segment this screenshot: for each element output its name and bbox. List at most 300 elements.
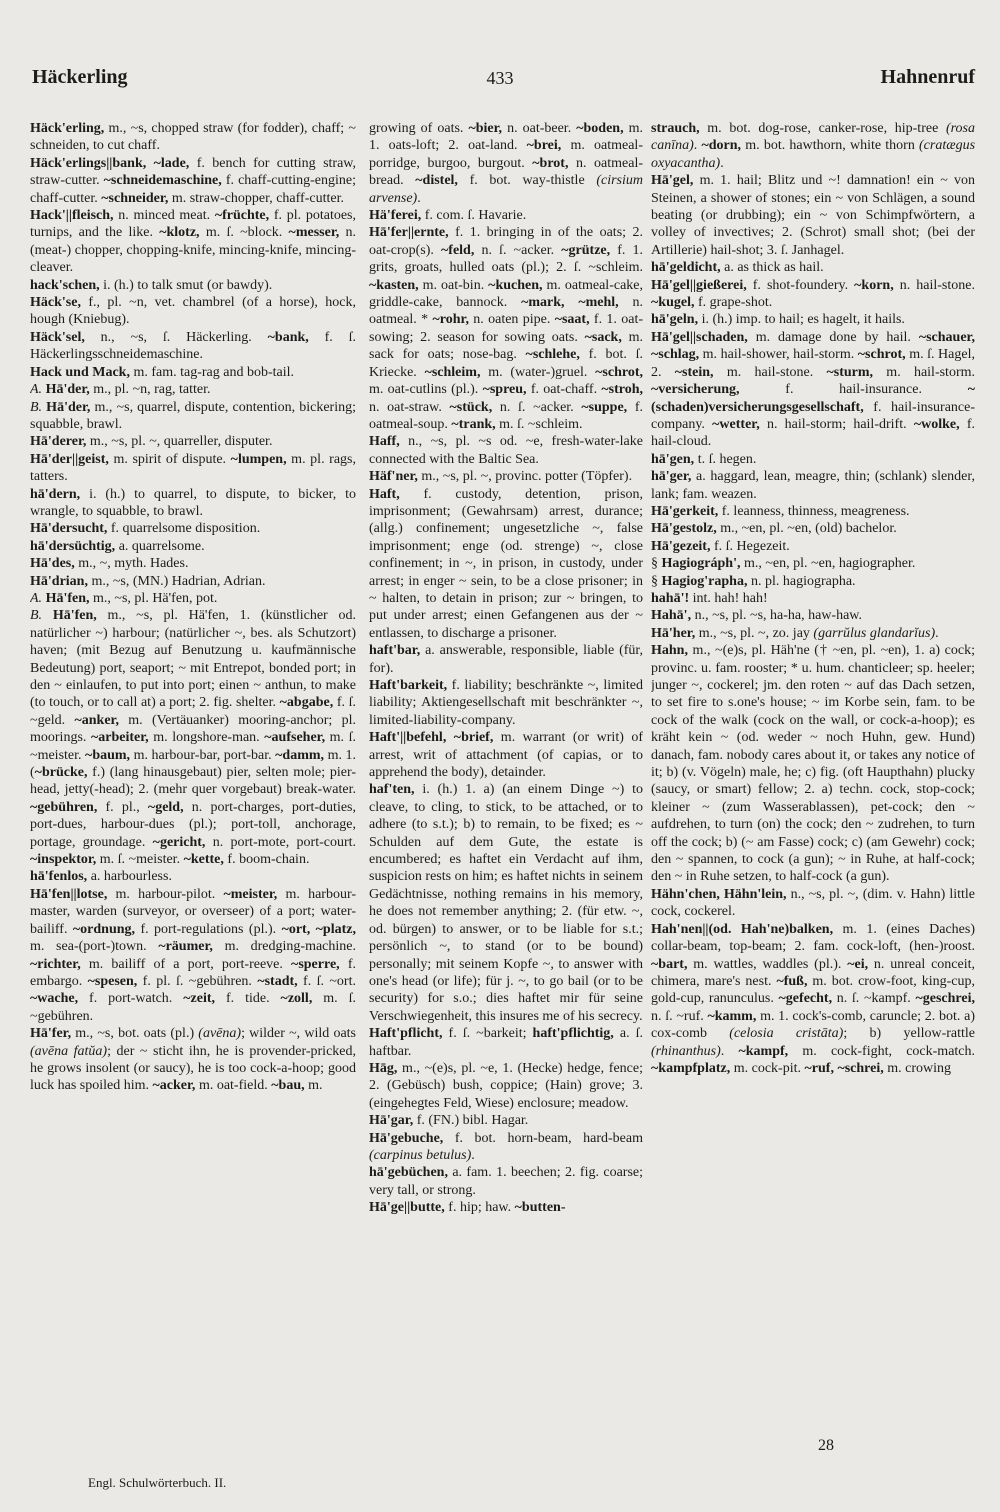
book-imprint: Engl. Schulwörterbuch. II. — [88, 1475, 227, 1490]
headword: ~wolke, — [913, 416, 960, 432]
entry-text: § — [651, 573, 662, 589]
headword: ~spesen, — [87, 973, 138, 989]
headword: hā'gebüchen, — [369, 1165, 448, 1181]
dictionary-entry — [30, 1025, 356, 1095]
entry-text: growing of oats. — [369, 121, 469, 136]
headword: ~gebühren, — [30, 799, 98, 815]
entry-text: m. 1. (eines Daches) collar-beam, top-beam; 2. fam. cock-loft, (hen-)roost. — [651, 921, 975, 955]
entry-text: n. minced meat. — [113, 208, 215, 224]
entry-text: f. bot. way-thistle — [457, 173, 597, 189]
entry-text: f. hail-cloud. — [651, 416, 975, 450]
entry-text: m. harbour-pilot. — [107, 886, 224, 902]
headword: Hack und Mack, — [30, 364, 130, 380]
headword: ~trank, — [451, 416, 496, 432]
entry-text: m. ſ. ~meister. — [96, 852, 184, 868]
entry-text: ; b) yellow-rattle — [843, 1026, 975, 1042]
entry-text: ; der ~ sticht ihn, he is provender-pricked, he grows insolent (or saucy), he is too cock-a-hoop; good luck has spoiled him. — [30, 1043, 356, 1094]
headword: Hähn'chen, Hähn'lein, — [651, 886, 787, 902]
dictionary-entry — [369, 207, 643, 224]
headword: ~dorn, — [701, 138, 742, 154]
headword: ~bau, — [271, 1078, 305, 1094]
dictionary-entry — [651, 538, 975, 555]
dictionary-entry — [369, 1025, 643, 1060]
dictionary-entry — [651, 555, 975, 572]
dictionary-entry — [369, 781, 643, 1025]
headword: Hā'fen, — [42, 590, 90, 606]
dictionary-entry — [30, 486, 356, 521]
entry-text: m., ~s, bot. oats (pl.) — [71, 1026, 199, 1042]
headword: ~ruf, ~schrei, — [804, 1060, 884, 1076]
dictionary-entry — [651, 172, 975, 259]
headword: ~kampf, — [738, 1043, 789, 1059]
italic-text: A. — [30, 590, 43, 606]
headword: Hā'fen||lotse, — [30, 886, 108, 902]
headword: Häck'se, — [30, 295, 81, 311]
entry-text: m. ſ. ~schleim. — [495, 416, 583, 432]
dictionary-entry — [30, 207, 356, 277]
headword: ~messer, — [288, 225, 340, 241]
entry-text: f.) (lang hinausgebaut) pier, selten mole; pier-head, jetty(-head); 2. (mehr quer vorgebaut) break-water. — [30, 765, 356, 798]
headword: ~korn, — [854, 277, 894, 293]
headword: ~schneider, — [101, 190, 169, 206]
dictionary-entry — [30, 364, 356, 381]
dictionary-entry — [651, 451, 975, 468]
entry-text: m., ~, myth. Hades. — [74, 556, 189, 572]
italic-text: (carpinus betulus) — [369, 1147, 472, 1163]
entry-text: m. oatmeal-cake, griddle-cake, bannock. — [369, 277, 643, 311]
entry-text: n. unreal conceit, chimera, mare's nest. — [651, 956, 975, 989]
entry-text: i. (h.) to talk smut (or bawdy). — [99, 277, 273, 293]
italic-text: (celosia cristāta) — [729, 1026, 844, 1042]
entry-text: f. ſ. ~barkeit; — [442, 1026, 533, 1042]
printer-signature-mark: 28 — [818, 1437, 834, 1454]
headword: ~fuß, — [776, 973, 808, 989]
dictionary-entry — [651, 625, 975, 642]
headword: Haft'barkeit, — [369, 678, 448, 693]
entry-text: m. ſ. ~meister. — [30, 730, 356, 763]
entry-text: m. oat-field. — [195, 1078, 272, 1094]
headword: ~geld, — [147, 799, 184, 815]
entry-text: a. harbourless. — [87, 869, 172, 885]
entry-text: n. oaten pipe. — [468, 312, 555, 328]
entry-text: m., ~s, pl. Hä'fen, 1. (künstlicher od. natürlicher ~) harbour; (natürlicher ~, bes. als Schutzort) haven; (mit Bezug auf Benutzung u. kaufmännische Bedeutung) port, seaport; ~ mit Entrepot, bonded port; in den ~ einlaufen, to put into port; einen ~ anthun, to make (to touch, or to call at) a port; 2. fig. shelter. — [30, 608, 356, 711]
dictionary-entry — [30, 294, 356, 329]
entry-text: f. 1. grits, groats, hulled oats (pl.); 2. ſ. ~schleim. — [369, 242, 643, 276]
dictionary-entry — [369, 729, 643, 781]
entry-text: f. embargo. — [30, 956, 356, 989]
dictionary-entry — [369, 224, 643, 433]
headword: ~ort, ~platz, — [281, 921, 356, 937]
headword: ~geschrei, — [915, 991, 975, 1007]
entry-text: m. bot. dog-rose, canker-rose, hip-tree — [699, 121, 946, 136]
headword: ~gericht, — [152, 834, 206, 850]
headword: ~sturm, — [826, 364, 874, 380]
dictionary-entry — [30, 155, 356, 207]
entry-text: f. bench for cutting straw, straw-cutter. — [30, 155, 356, 189]
dictionary-entry — [651, 277, 975, 312]
dictionary-entry — [369, 468, 643, 485]
entry-text: f. oatmeal-soup. — [369, 399, 643, 432]
italic-text: (cirsium arvense) — [369, 173, 643, 206]
headword: ~abgabe, — [279, 695, 334, 711]
entry-text: m. oat-bin. — [418, 277, 489, 293]
entry-text: m., ~en, pl. ~en, hagiographer. — [740, 556, 916, 572]
entry-text: f. ſ. ~geld. — [30, 695, 356, 728]
headword: ~meister, — [223, 886, 278, 902]
dictionary-entry — [651, 259, 975, 276]
entry-text: . — [471, 1147, 475, 1163]
entry-text: f. liability; beschränkte ~, limited liability; Aktiengesellschaft mit beschränkter ~, limited-liability-company. — [369, 678, 643, 728]
page-number: 433 — [486, 68, 514, 88]
dictionary-entry — [30, 120, 356, 155]
dictionary-entry — [30, 886, 356, 1025]
entry-text: f. pl., — [97, 799, 148, 815]
entry-text: f. hail-insurance. — [739, 382, 968, 398]
entry-text: m. spirit of dispute. — [108, 451, 231, 467]
headword: hack'schen, — [30, 277, 100, 293]
italic-text: (rhinanthus) — [651, 1043, 721, 1059]
italic-text: (garrŭlus glandarĭus) — [813, 625, 936, 641]
headword: ~boden, — [576, 121, 624, 136]
headword: ~räumer, — [158, 939, 213, 955]
entry-text: a. as thick as hail. — [720, 260, 824, 276]
entry-text: m. 1. oats-loft; 2. oat-land. — [369, 121, 643, 154]
italic-text: B. — [30, 608, 43, 624]
entry-text: f. oat-chaff. — [526, 382, 602, 398]
dictionary-entry — [651, 311, 975, 328]
headword: Hā'gerkeit, — [651, 503, 719, 519]
headword: Hā'fer||ernte, — [369, 225, 449, 241]
entry-text: t. ſ. hegen. — [694, 451, 757, 467]
entry-text: f. hip; haw. — [444, 1200, 515, 1216]
entry-text: f. leanness, thinness, meagreness. — [718, 503, 910, 519]
headword: ~schneidemaschine, — [103, 173, 222, 189]
entry-text: n. pl. hagiographa. — [747, 573, 856, 589]
headword: ~schlehe, — [525, 347, 580, 363]
headword: ~butten- — [514, 1200, 566, 1216]
entry-text: m. hail-shower, hail-storm. — [699, 347, 858, 363]
headword: Hagiográph', — [661, 556, 741, 572]
headword: ~damm, — [275, 747, 325, 763]
entry-text: m. harbour-master, warden (surveyor, or overseer) of a port; water-bailiff. — [30, 886, 356, 937]
headword: ~richter, — [30, 956, 81, 972]
headword: ~acker, — [152, 1078, 196, 1094]
entry-text: . — [693, 138, 702, 154]
headword: Häck'sel, — [30, 329, 85, 345]
headword: hā'dern, — [30, 486, 81, 502]
entry-text: . — [720, 1043, 739, 1059]
entry-text: m. (water-)gruel. — [480, 364, 596, 380]
headword: Hā'des, — [30, 556, 75, 572]
dictionary-entry — [30, 277, 356, 294]
headword: ~kuchen, — [488, 277, 543, 293]
headword: ~distel, — [415, 173, 458, 189]
headword: ~stadt, — [257, 973, 298, 989]
entry-text: n. port-mote, port-court. — [205, 834, 356, 850]
headword: Hā'fer, — [30, 1026, 72, 1042]
entry-text: n. hail-stone. — [893, 277, 975, 293]
headword: ~kasten, — [369, 277, 419, 293]
dictionary-entry — [651, 329, 975, 451]
headword: ~kampfplatz, — [651, 1060, 731, 1076]
italic-text: B. — [30, 399, 43, 415]
entry-text: m. bailiff of a port, port-reeve. — [80, 956, 292, 972]
headword: Hā'gel||schaden, — [651, 329, 748, 345]
dictionary-entry — [651, 886, 975, 921]
dictionary-entry — [30, 520, 356, 537]
entry-text: m. 1. ( — [30, 747, 356, 781]
headword: haf'ten, — [369, 782, 415, 798]
entry-text: m. ſ. ~gebühren. — [30, 991, 356, 1024]
dictionary-entry — [30, 868, 356, 885]
entry-text: n., ~s, ſ. Häckerling. — [84, 329, 268, 345]
entry-text: f. 1. bringing in of the oats; 2. oat-crop(s). — [369, 225, 643, 258]
headword: hā'geln, — [651, 312, 699, 328]
headword: ~versicherung, — [651, 382, 740, 398]
headword: ~wache, — [30, 991, 79, 1007]
headword: Häf'ner, — [369, 469, 418, 485]
running-head-first-word: Häckerling — [32, 66, 128, 88]
headword: ~grütze, — [561, 242, 611, 258]
headword: Hā'fen, — [42, 608, 97, 624]
entry-text: m. sea-(port-)town. — [30, 939, 159, 955]
italic-text: (avēna fatŭa) — [30, 1043, 108, 1059]
dictionary-entry — [651, 503, 975, 520]
entry-text: f. grape-shot. — [694, 295, 773, 311]
dictionary-entry — [369, 120, 643, 207]
headword: ~stroh, — [601, 382, 643, 398]
headword: ~kugel, — [651, 295, 695, 311]
headword: Häck'erling, — [30, 121, 105, 136]
entry-text: n. ſ. ~acker. — [492, 399, 582, 415]
entry-text: n. ſ. ~acker. — [474, 242, 562, 258]
headword: ~brot, — [532, 155, 569, 171]
headword: Hack'||fleisch, — [30, 208, 114, 224]
headword: Hā'gel||gießerei, — [651, 277, 747, 293]
dictionary-entry — [369, 1130, 643, 1165]
entry-text: m. straw-chopper, chaff-cutter. — [168, 190, 344, 206]
entry-text: m. crowing — [883, 1060, 952, 1076]
entry-text: f. chaff-cutting-engine; chaff-cutter. — [30, 173, 356, 206]
headword: ~schleim, — [424, 364, 481, 380]
headword: Hā'gar, — [369, 1113, 414, 1129]
italic-text: (rosa canīna) — [651, 121, 975, 154]
entry-text: f. 1. oat-sowing; 2. season for sowing oats. — [369, 312, 643, 345]
headword: hā'gen, — [651, 451, 695, 467]
headword: hā'geldicht, — [651, 260, 721, 276]
entry-text: f. ſ. ~ort. — [297, 973, 356, 989]
headword: ~gefecht, — [778, 991, 833, 1007]
dictionary-entry — [369, 486, 643, 643]
entry-text: n. oat-straw. — [369, 399, 450, 415]
entry-text: m., ~s, pl. ~, quarreller, disputer. — [86, 434, 273, 450]
headword: ~schrot, — [595, 364, 643, 380]
entry-text: m. bot. hawthorn, white thorn — [741, 138, 920, 154]
headword: ~baum, — [85, 747, 131, 763]
headword: ~sack, — [584, 329, 622, 345]
entry-text: f. pl. ſ. ~gebühren. — [137, 973, 258, 989]
headword: hā'dersüchtig, — [30, 538, 116, 554]
entry-text: a. haggard, lean, meagre, thin; (schlank) slender, lank; fam. weazen. — [651, 469, 975, 502]
entry-text: m. hail-stone. — [713, 364, 827, 380]
dictionary-entry — [651, 573, 975, 590]
dictionary-entry — [30, 607, 356, 868]
headword: ~arbeiter, — [90, 730, 149, 746]
entry-text: i. (h.) 1. a) (an einem Dinge ~) to cleave, to cling, to stick, to be attached, or to adhere (to s.t.); b) to remain, to be fixed; es ~ Schulden auf dem Gute, the estate is encumbered; es haftet ein Verdacht auf ihm, suspicion rests on him; es haftet nichts in seinem Gedächtnisse, nothing remains in his memory, he does not remember anything; 2. (für etw. ~, od. bürgen) to answer, or to be liable for s.t.; persönlich ~, to stand (or to be bound) personally; mit seinem Kopfe ~, to answer with one's head (or life); für j. ~, to go bail (or to be security) for s.o.; dies haftet mir für seine Verschwiegenheit, this insures me of his secrecy. — [369, 782, 643, 1024]
headword: ~saat, — [554, 312, 590, 328]
headword: ~brei, — [526, 138, 562, 154]
headword: ~wetter, — [712, 416, 760, 432]
headword: Hā'derer, — [30, 434, 87, 450]
entry-text: f. ſ. Hegezeit. — [710, 538, 790, 554]
entry-text: f., pl. ~n, vet. chambrel (of a horse), hock, hough (Kniebug). — [30, 295, 356, 328]
headword: Hā'gestolz, — [651, 521, 717, 537]
dictionary-entry — [369, 433, 643, 468]
headword: Hā'gezeit, — [651, 538, 711, 554]
entry-text: m. longshore-man. — [148, 730, 265, 746]
headword: ~stück, — [449, 399, 493, 415]
italic-text: (avēna) — [198, 1026, 242, 1042]
headword: Hā'der||geist, — [30, 451, 109, 467]
dictionary-entry — [30, 433, 356, 450]
headword: Hah'nen||(od. Hah'ne)balken, — [651, 921, 834, 937]
headword: ~schauer, ~schlag, — [651, 329, 975, 363]
entry-text: n., ~s, pl. ~s, ha-ha, haw-haw. — [691, 608, 863, 624]
dictionary-entry — [651, 520, 975, 537]
dictionary-entry — [30, 381, 356, 398]
headword: Häck'erlings||bank, ~lade, — [30, 155, 190, 171]
entry-text: f. (FN.) bibl. Hagar. — [413, 1113, 529, 1129]
entry-text: § — [651, 556, 662, 572]
headword: Haft'pflicht, — [369, 1026, 443, 1042]
entry-text: f. tide. — [215, 991, 281, 1007]
headword: Haft, — [369, 486, 400, 502]
entry-text: n. port-charges, port-duties, port-dues, harbour-dues (pl.); port-toll, anchorage, portage, groundage. — [30, 799, 356, 850]
dictionary-entry — [651, 590, 975, 607]
entry-text: f. com. ſ. Havarie. — [421, 208, 527, 224]
headword: ~spreu, — [482, 382, 527, 398]
dictionary-entry — [369, 1112, 643, 1129]
entry-text: m. oatmeal-porridge, burgoo, burgout. — [369, 138, 643, 171]
entry-text: f. port-regulations (pl.). — [135, 921, 282, 937]
dictionary-entry — [651, 921, 975, 1078]
entry-text: n. oatmeal-bread. — [369, 155, 643, 189]
headword: ~inspektor, — [30, 852, 97, 868]
entry-text: n. hail-storm; hail-drift. — [759, 416, 914, 432]
entry-text: . — [720, 155, 724, 171]
entry-text: m. harbour-bar, port-bar. — [130, 747, 276, 763]
entry-text: n., ~s, pl. ~, (dim. v. Hahn) little cock, cockerel. — [651, 886, 975, 920]
headword: Hāg, — [369, 1060, 398, 1076]
headword: strauch, — [651, 121, 700, 136]
dictionary-entry — [30, 573, 356, 590]
running-head-last-word: Hahnenruf — [880, 66, 975, 88]
entry-text: n. ſ. ~ruf. — [651, 1008, 708, 1024]
entry-text: m., ~en, pl. ~en, (old) bachelor. — [716, 521, 897, 537]
entry-text: f. port-watch. — [78, 991, 184, 1007]
headword: ~früchte, — [214, 208, 270, 224]
headword: hā'fenlos, — [30, 869, 88, 885]
headword: ~schrot, — [857, 347, 906, 363]
headword: Hā'drian, — [30, 573, 88, 589]
entry-text: m. bot. crow-foot, king-cup, gold-cup, ranunculus. — [651, 973, 975, 1007]
entry-text: n. (meat-) chopper, chopping-knife, mincing-knife, mincing-cleaver. — [30, 225, 356, 276]
entry-text: m., ~s, chopped straw (for fodder), chaff; ~ schneiden, to cut chaff. — [30, 121, 356, 154]
headword: ~bart, — [651, 956, 688, 972]
headword: ~rohr, — [432, 312, 469, 328]
headword: Hahā', — [651, 608, 692, 624]
dictionary-entry — [369, 1060, 643, 1112]
entry-text: f. custody, detention, prison, imprisonment; (Gewahrsam) arrest, durance; (allg.) confinement; ungesetzliche ~, false imprisonment; enge (od. strenge) ~, close confinement; in ~, in prison, in custody, under arrest; in enger ~ sein, to be a close prisoner; in ~ halten, to detain in prison; zur ~ bringen, to put under arrest; einen Gefangenen aus der ~ entlassen, to discharge a prisoner. — [369, 486, 643, 641]
headword: ~sperre, — [291, 956, 340, 972]
italic-text: A. — [30, 382, 43, 398]
entry-text: n. oat-beer. — [502, 121, 577, 136]
dictionary-entry — [651, 642, 975, 886]
dictionary-entry — [369, 642, 643, 677]
entry-text: m. 1. hail; Blitz und ~! damnation! ein ~ von Steinen, a shower of stones; ein ~ von Schlägen, a sound beating (or drubbing); ein ~ von Schimpfwörtern, a volley of invectives; 2. (Schrot) small shot; (bei der Artillerie) hail-shot; 3. ſ. Janhagel. — [651, 173, 975, 258]
dictionary-column-2 — [369, 120, 643, 1436]
headword: ~bier, — [468, 121, 503, 136]
entry-text: m. cock-pit. — [730, 1060, 805, 1076]
entry-text: m. fam. tag-rag and bob-tail. — [129, 364, 295, 380]
entry-text: i. (h.) imp. to hail; es hagelt, it hails. — [698, 312, 905, 328]
entry-text: m. cock-fight, cock-match. — [788, 1043, 975, 1059]
entry-text: m. warrant (or writ) of arrest, writ of attachment (of capias, or to apprehend the body), detainder. — [369, 730, 643, 781]
entry-text: m. dredging-machine. — [212, 939, 356, 955]
dictionary-entry — [651, 468, 975, 503]
headword: hā'ger, — [651, 469, 692, 485]
entry-text: m. ſ. ~block. — [199, 225, 289, 241]
headword: Haft'||befehl, ~brief, — [369, 730, 494, 746]
headword: ~ei, — [847, 956, 869, 972]
entry-text: m. sack for oats; nose-bag. — [369, 329, 643, 363]
entry-text: m. hail-storm. — [873, 364, 975, 380]
entry-text: a. answerable, responsible, liable (für, for). — [369, 643, 643, 676]
entry-text: . — [417, 190, 421, 206]
entry-text: a. fam. 1. beechen; 2. fig. coarse; very tall, or strong. — [369, 1165, 643, 1198]
entry-text: m. wattles, waddles (pl.). — [687, 956, 848, 972]
entry-text: f. quarrelsome disposition. — [107, 521, 261, 537]
entry-text: n. ſ. ~kampf. — [832, 991, 916, 1007]
dictionary-entry — [369, 1164, 643, 1199]
entry-text: f. bot. horn-beam, hard-beam — [443, 1130, 643, 1146]
entry-text: . — [935, 625, 939, 641]
entry-text: m. damage done by hail. — [747, 329, 919, 345]
entry-text: int. hah! hah! — [689, 590, 768, 606]
headword: haft'bar, — [369, 643, 421, 659]
entry-text: m., ~s, quarrel, dispute, contention, bickering; squabble, brawl. — [30, 399, 356, 432]
headword: Hā'der, — [42, 382, 90, 398]
headword: ~zoll, — [280, 991, 313, 1007]
headword: ~stein, — [674, 364, 714, 380]
headword: haft'pflichtig, — [532, 1026, 614, 1042]
headword: hahā'! — [651, 590, 690, 606]
headword: Hā'gel, — [651, 173, 694, 189]
dictionary-entry — [369, 1199, 643, 1216]
dictionary-entry — [30, 538, 356, 555]
headword: Hā'der, — [42, 399, 91, 415]
entry-text: m. (Vertäuanker) mooring-anchor; pl. moorings. — [30, 712, 356, 746]
headword: Hā'gebuche, — [369, 1130, 444, 1146]
dictionary-entry — [30, 590, 356, 607]
headword: ~mark, ~mehl, — [521, 295, 619, 311]
italic-text: (cratægus oxyacantha) — [651, 138, 975, 171]
dictionary-entry — [369, 677, 643, 729]
dictionary-entry — [30, 451, 356, 486]
dictionary-column-3 — [651, 120, 975, 1430]
entry-text: m., ~(e)s, pl. ~e, 1. (Hecke) hedge, fence; 2. (Gebüsch) bush, coppice; (Hain) grove; 3. (eingehegtes Feld, Wiese) enclosure; meadow. — [369, 1060, 643, 1111]
entry-text: m., ~s, pl. Hä'fen, pot. — [89, 590, 218, 606]
